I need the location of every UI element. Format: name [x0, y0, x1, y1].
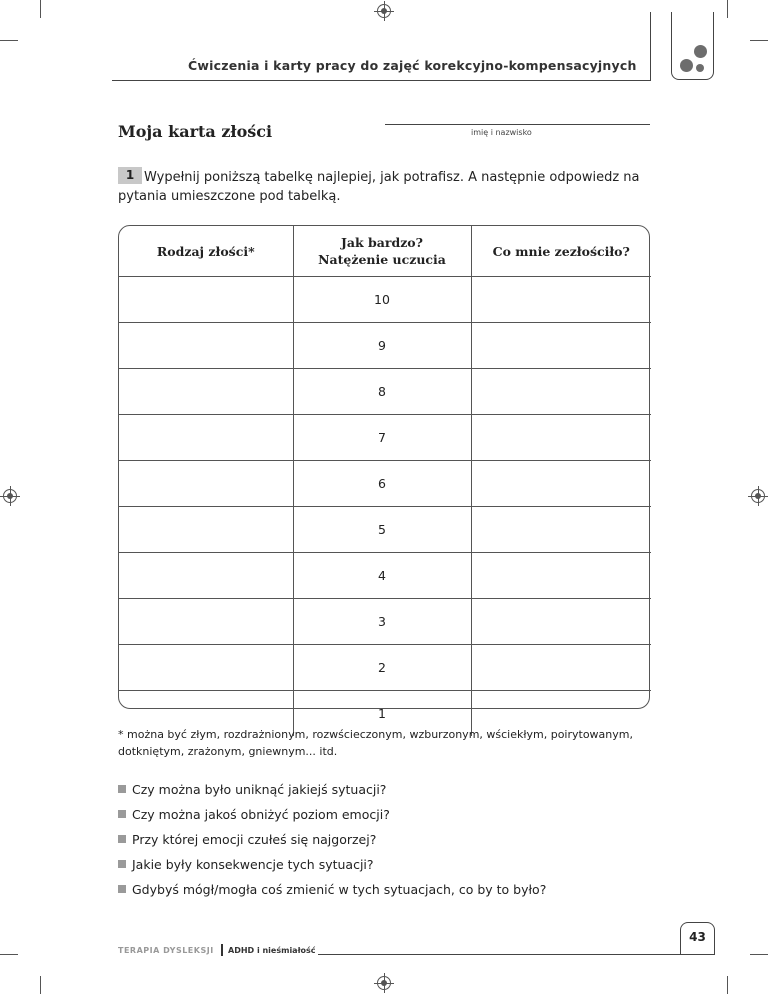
- column-header-anger-type: Rodzaj złości*: [119, 226, 293, 277]
- intensity-cell: 5: [293, 507, 471, 553]
- task-number-badge: 1: [118, 167, 142, 184]
- list-item: [118, 881, 546, 906]
- anger-type-cell[interactable]: [119, 323, 293, 369]
- anger-type-cell[interactable]: [119, 415, 293, 461]
- anger-type-cell[interactable]: [119, 507, 293, 553]
- anger-type-cell[interactable]: [119, 369, 293, 415]
- cause-cell[interactable]: [471, 323, 651, 369]
- list-item: [118, 831, 546, 856]
- task-instructions: Wypełnij poniższą tabelkę najlepiej, jak potrafisz. A następnie odpowiedz na pytania umieszczone pod tabelką.: [118, 170, 640, 204]
- square-bullet-icon: [118, 835, 126, 843]
- table-row: [119, 599, 651, 645]
- question-list: [118, 781, 546, 906]
- intensity-cell: 9: [293, 323, 471, 369]
- footer-separator: [221, 944, 223, 956]
- registration-mark-icon: [3, 489, 17, 503]
- intensity-cell: 1: [293, 691, 471, 737]
- intensity-cell: 3: [293, 599, 471, 645]
- logo-dot-icon: [696, 64, 704, 72]
- list-item: [118, 856, 546, 881]
- anger-table: [118, 225, 650, 721]
- intensity-cell: 4: [293, 553, 471, 599]
- table-footnote: * można być złym, rozdrażnionym, rozwścieczonym, wzburzonym, wściekłym, poirytowanym, dotkniętym, zrażonym, gniewnym... itd.: [118, 728, 633, 758]
- footer-subtitle: ADHD i nieśmiałość: [228, 946, 316, 955]
- intensity-cell: 10: [293, 277, 471, 323]
- cause-cell[interactable]: [471, 599, 651, 645]
- crop-mark: [40, 976, 41, 994]
- intensity-cell: 7: [293, 415, 471, 461]
- footer-series: TERAPIA DYSLEKSJI: [118, 946, 214, 955]
- header-divider: [112, 80, 650, 81]
- logo-dot-icon: [694, 45, 707, 58]
- registration-mark-icon: [377, 4, 391, 18]
- footer-divider: [318, 954, 715, 955]
- cause-cell[interactable]: [471, 369, 651, 415]
- intensity-cell: 2: [293, 645, 471, 691]
- cause-cell[interactable]: [471, 507, 651, 553]
- intensity-cell: 6: [293, 461, 471, 507]
- logo-dot-icon: [680, 59, 693, 72]
- table-header-row: [119, 226, 651, 277]
- table-row: [119, 323, 651, 369]
- registration-mark-icon: [751, 489, 765, 503]
- column-header-intensity-label: Jak bardzo? Natężenie uczucia: [318, 235, 446, 267]
- table-row: [119, 553, 651, 599]
- question-text: Czy można było uniknąć jakiejś sytuacji?: [132, 782, 387, 797]
- column-header-cause: Co mnie zezłościło?: [471, 226, 651, 277]
- question-text: Przy której emocji czułeś się najgorzej?: [132, 832, 377, 847]
- square-bullet-icon: [118, 810, 126, 818]
- cause-cell[interactable]: [471, 645, 651, 691]
- square-bullet-icon: [118, 860, 126, 868]
- page-number: 43: [689, 930, 706, 944]
- question-text: Gdybyś mógł/mogła coś zmienić w tych sytuacjach, co by to było?: [132, 882, 547, 897]
- square-bullet-icon: [118, 785, 126, 793]
- table-row: [119, 461, 651, 507]
- crop-mark: [0, 954, 18, 955]
- crop-mark: [750, 40, 768, 41]
- question-text: Jakie były konsekwencje tych sytuacji?: [132, 857, 374, 872]
- table-row: [119, 415, 651, 461]
- cause-cell[interactable]: [471, 553, 651, 599]
- table-row: [119, 645, 651, 691]
- crop-mark: [727, 0, 728, 18]
- table-row: [119, 507, 651, 553]
- crop-mark: [0, 40, 18, 41]
- crop-mark: [750, 954, 768, 955]
- anger-type-cell[interactable]: [119, 599, 293, 645]
- worksheet-title: Moja karta złości: [118, 122, 273, 141]
- column-header-intensity: [293, 226, 471, 277]
- anger-table-grid: [119, 226, 651, 736]
- table-row: [119, 277, 651, 323]
- list-item: [118, 781, 546, 806]
- table-row: [119, 369, 651, 415]
- header-title: Ćwiczenia i karty pracy do zajęć korekcyjno-kompensacyjnych: [188, 58, 637, 73]
- anger-type-cell[interactable]: [119, 645, 293, 691]
- series-logo-icon: [671, 12, 714, 80]
- cause-cell[interactable]: [471, 415, 651, 461]
- crop-mark: [727, 976, 728, 994]
- anger-type-cell[interactable]: [119, 461, 293, 507]
- anger-type-cell[interactable]: [119, 553, 293, 599]
- intensity-cell: 8: [293, 369, 471, 415]
- cause-cell[interactable]: [471, 461, 651, 507]
- registration-mark-icon: [377, 976, 391, 990]
- crop-mark: [40, 0, 41, 18]
- anger-type-cell[interactable]: [119, 277, 293, 323]
- list-item: [118, 806, 546, 831]
- header-divider-vertical: [650, 12, 651, 81]
- name-field-line[interactable]: [385, 124, 650, 125]
- square-bullet-icon: [118, 885, 126, 893]
- cause-cell[interactable]: [471, 277, 651, 323]
- name-field-label: imię i nazwisko: [471, 128, 532, 137]
- question-text: Czy można jakoś obniżyć poziom emocji?: [132, 807, 390, 822]
